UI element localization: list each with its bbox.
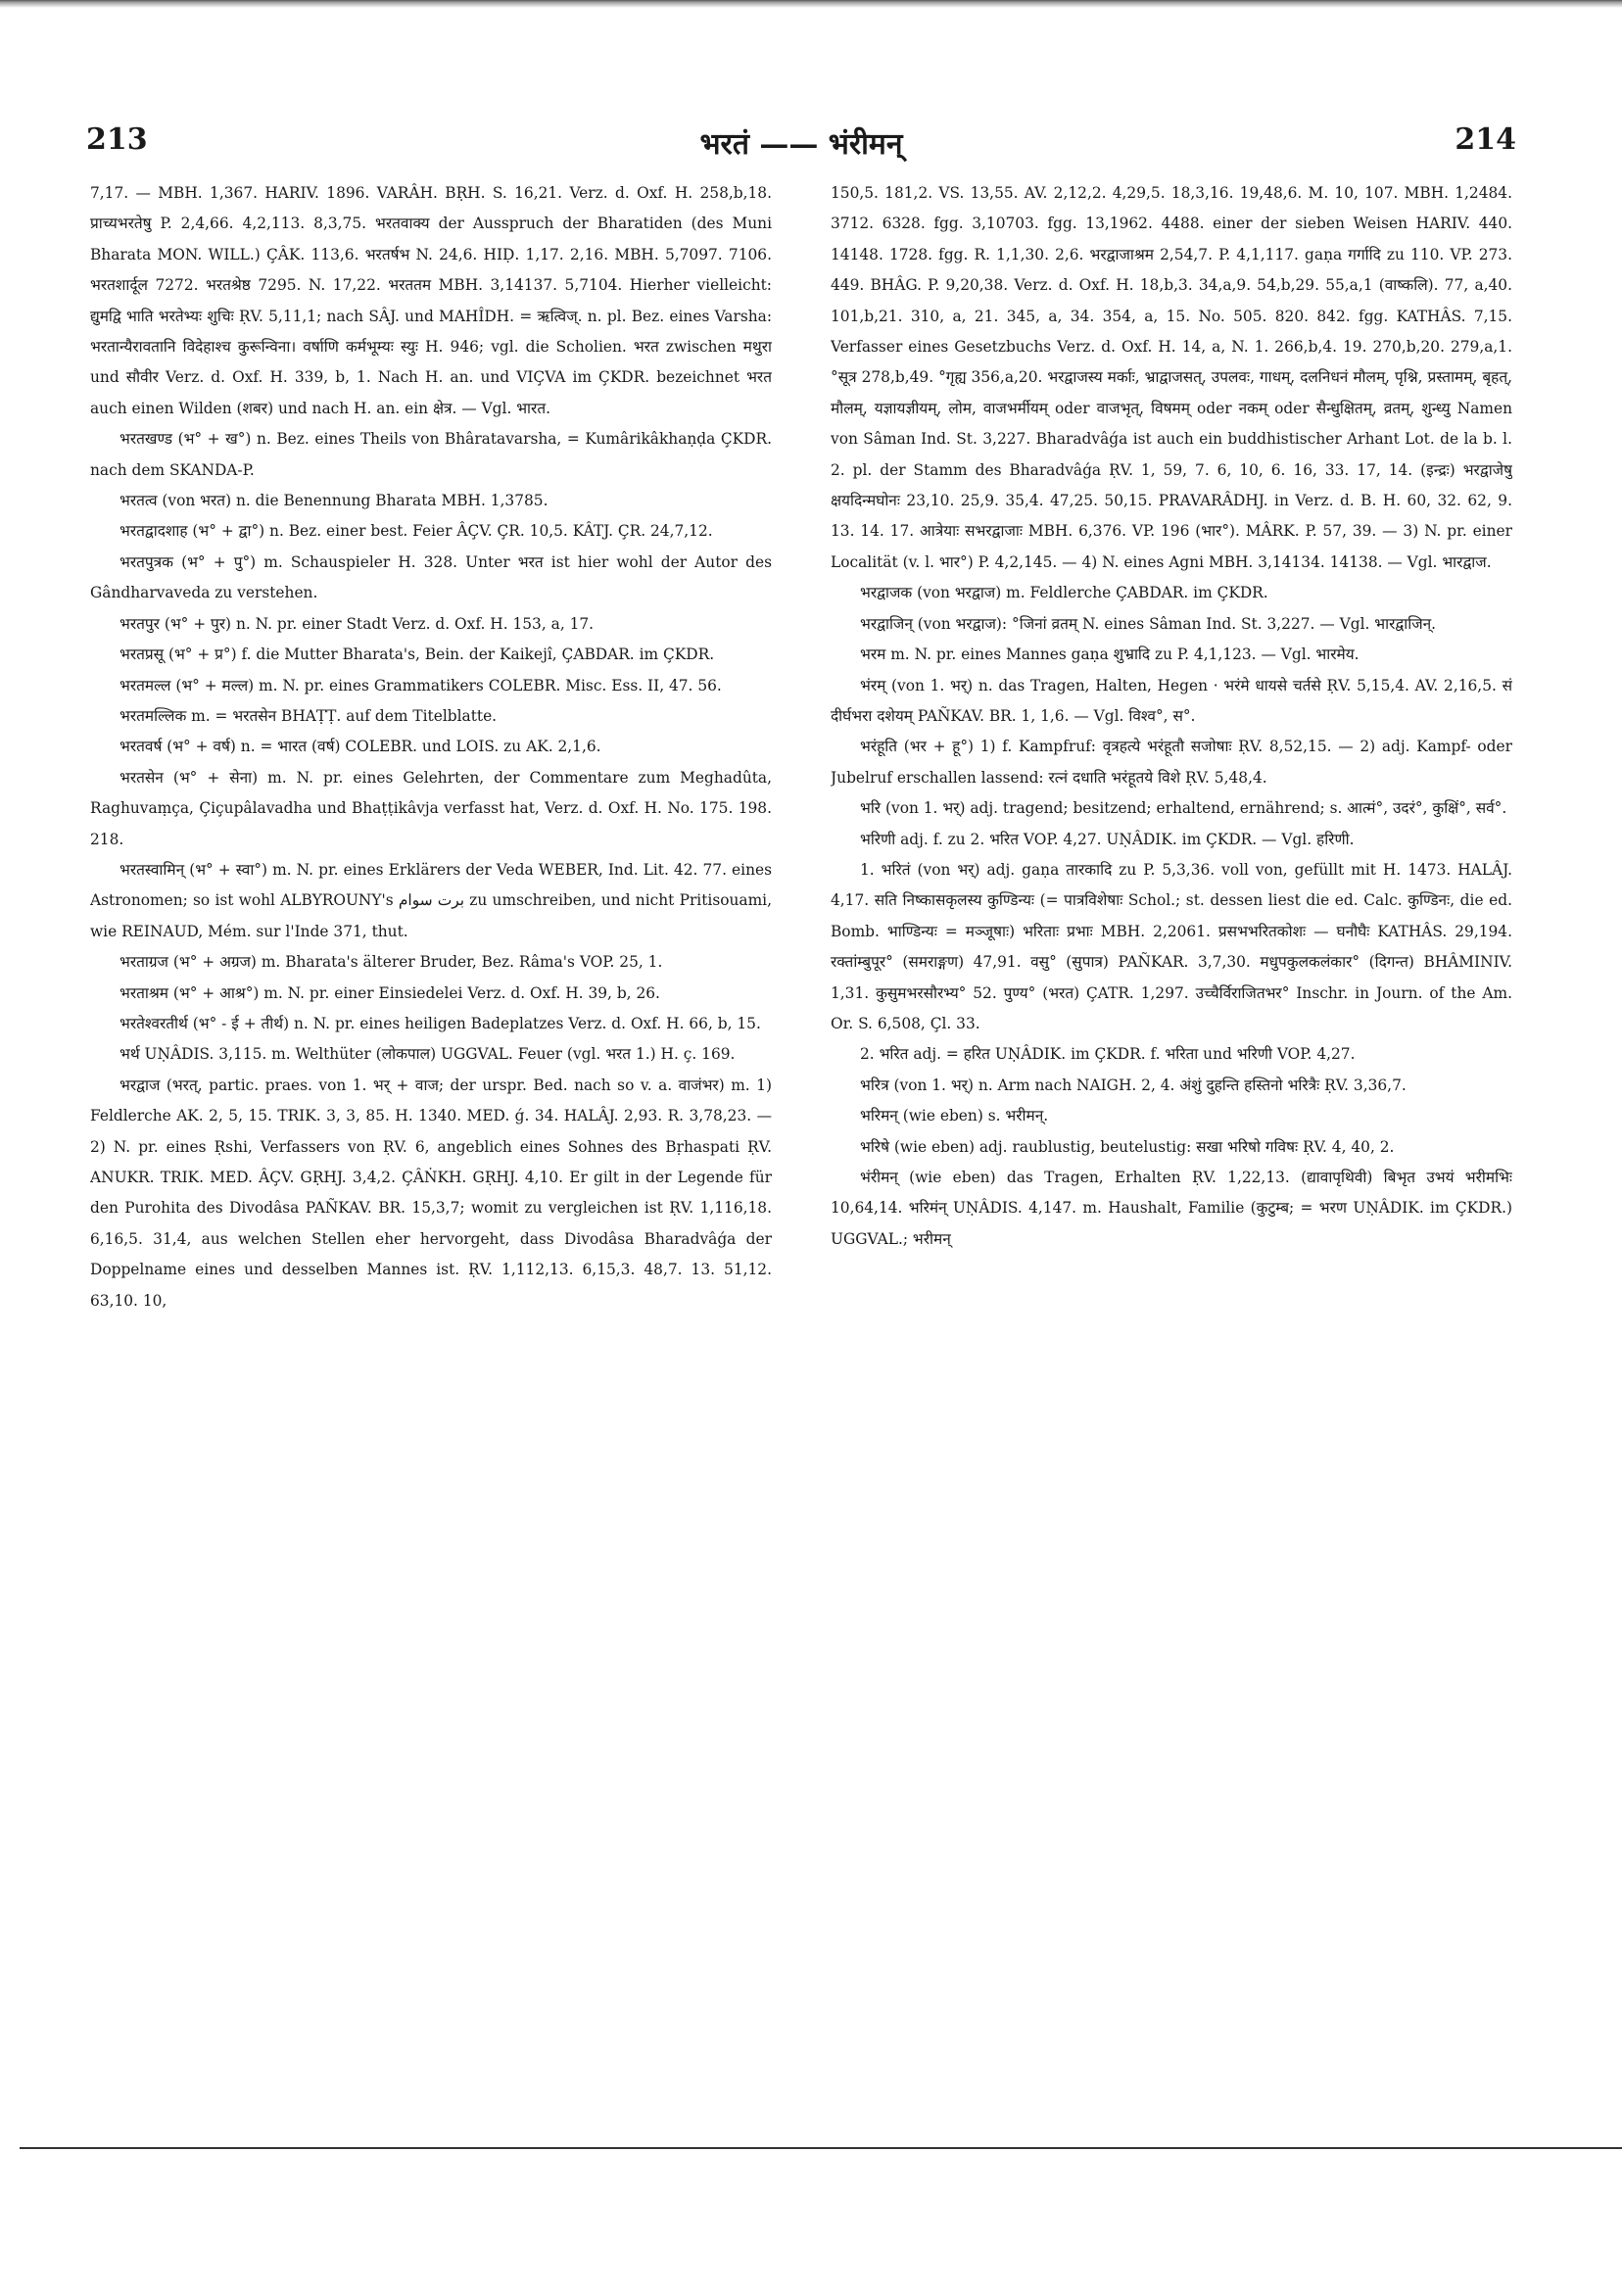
- running-head: भरतं —— भंरीमन्: [699, 127, 903, 162]
- scan-top-edge: [0, 0, 1622, 8]
- page-header: [86, 122, 1516, 162]
- dictionary-entry: भरताग्रज (भ° + अग्रज) m. Bharata's älterer Bruder, Bez. Râma's VOP. 25, 1.: [119, 953, 663, 972]
- dictionary-entry: भरतवर्ष (भ° + वर्ष) n. = भारत (वर्ष) COLEBR. und LOIS. zu AK. 2,1,6.: [119, 738, 601, 756]
- dictionary-entry: भरतेश्वरतीर्थ (भ° - ई + तीर्थ) n. N. pr. eines heiligen Badeplatzes Verz. d. Oxf. H. 66, b, 15.: [119, 1014, 761, 1032]
- dictionary-entry: 2. भरित adj. = हरित UṆÂDIK. im ÇKDR. f. भरिता und भरिणी VOP. 4,27.: [860, 1045, 1356, 1064]
- dictionary-entry: भरद्वाज (भरत्, partic. praes. von 1. भर् + वाज; der urspr. Bed. nach so v. a. वाजंभर) m. 1) Feldlerche AK. 2, 5, 15. TRIK. 3, 3, 85. H. 1340. MED. ǵ. 34. HALÂJ. 2,93. R. 3,78,23. — 2) N. pr. eines Ṛshi, Verfassers von ṚV. 6, angeblich eines Sohnes des Bṛhaspati ṚV. ANUKR. TRIK. MED. ÂÇV. GṚHJ. 3,4,2. ÇÂṄKH. GṚHJ. 4,10. Er gilt in der Legende für den Purohita des Divodâsa PAÑKAV. BR. 15,3,7; womit zu vergleichen ist ṚV. 1,116,18. 6,16,5. 31,4, aus welchen Stellen eher hervorgeht, dass Divodâsa Bharadvâǵa der Doppelname eines und desselben Mannes ist. ṚV. 1,112,13. 6,15,3. 48,7. 13. 51,12. 63,10. 10,: [90, 1076, 772, 1310]
- dictionary-entry: भरतपुत्रक (भ° + पु°) m. Schauspieler H. 328. Unter भरत ist hier wohl der Autor des Gândharvaveda zu verstehen.: [90, 552, 772, 602]
- dictionary-entry: भरिमन् (wie eben) s. भरीमन्.: [860, 1107, 1049, 1125]
- dictionary-entry: भरिषे (wie eben) adj. raublustig, beutelustig: सखा भरिषो गविषः ṚV. 4, 40, 2.: [860, 1137, 1395, 1156]
- left-column: [90, 178, 772, 2137]
- dictionary-entry: भरम m. N. pr. eines Mannes gaṇa शुभ्रादि zu P. 4,1,123. — Vgl. भारमेय.: [860, 646, 1360, 664]
- dictionary-entry: भरतमल्ल (भ° + मल्ल) m. N. pr. eines Grammatikers COLEBR. Misc. Ess. II, 47. 56.: [119, 676, 722, 694]
- dictionary-entry: भर्थ UṆÂDIS. 3,115. m. Welthüter (लोकपाल) UGGVAL. Feuer (vgl. भरत 1.) H. ç. 169.: [119, 1045, 736, 1064]
- dictionary-entry: 1. भरितं (von भर्) adj. gaṇa तारकादि zu P. 5,3,36. voll von, gefüllt mit H. 1473. HALÂJ. 4,17. सति निष्कासकृलस्य कुण्डिन्यः (= पात्रविशेषाः Schol.; st. dessen liest die ed. Calc. कुण्डिनः, die ed. Bomb. भाण्डिन्यः = मञ्जूषाः) भरिताः प्रभाः MBH. 2,2061. प्रसभभरितकोशः — घनौघैः KATHÂS. 29,194. रक्तांम्बुपूर° (समराङ्गण) 47,91. वसु° (सुपात्र) PAÑKAR. 3,7,30. मधुपकुलकलंकार° (दिगन्त) BHÂMINIV. 1,31. कुसुमभरसौरभ्य° 52. पुण्य° (भरत) ÇATR. 1,297. उच्चैर्विराजितभर° Inschr. in Journ. of the Am. Or. S. 6,508, Çl. 33.: [831, 860, 1512, 1032]
- dictionary-entry: भरद्वाजिन् (von भरद्वाज): °जिनां व्रतम् N. eines Sâman Ind. St. 3,227. — Vgl. भारद्वाजिन्.: [860, 614, 1437, 633]
- right-column: [831, 178, 1512, 2137]
- dictionary-entry: भरंहूति (भर + हू°) 1) f. Kampfruf: वृत्रहत्ये भरंहूतौ सजोषाः ṚV. 8,52,15. — 2) adj. Kampf- oder Jubelruf erschallen lassend: रत्नं दधाति भरंहूतये विशे ṚV. 5,48,4.: [831, 738, 1512, 787]
- dictionary-entry: भरतद्वादशाह (भ° + द्वा°) n. Bez. einer best. Feier ÂÇV. ÇR. 10,5. KÂTJ. ÇR. 24,7,12.: [119, 522, 713, 541]
- dictionary-entry: भरित्र (von 1. भर्) n. Arm nach NAIGH. 2, 4. अंशुं दुहन्ति हस्तिनो भरित्रैः ṚV. 3,36,7.: [860, 1076, 1407, 1094]
- dictionary-entry: भंरम् (von 1. भर्) n. das Tragen, Halten, Hegen · भरंमे धायसे चर्तसे ṚV. 5,15,4. AV. 2,16,5. सं दीर्घभरा दशेयम् PAÑKAV. BR. 1, 1,6. — Vgl. विश्व°, स°.: [831, 676, 1512, 725]
- dictionary-entry: भरतस्वामिन् (भ° + स्वा°) m. N. pr. eines Erklärers der Veda WEBER, Ind. Lit. 42. 77. eines Astronomen; so ist wohl ALBYROUNY's برت سوام zu umschreiben, und nicht Pritisouami, wie REINAUD, Mém. sur l'Inde 371, thut.: [90, 860, 772, 940]
- dictionary-entry: 7,17. — MBH. 1,367. HARIV. 1896. VARÂH. BṚH. S. 16,21. Verz. d. Oxf. H. 258,b,18. प्राच्यभरतेषु P. 2,4,66. 4,2,113. 8,3,75. भरतवाक्य der Ausspruch der Bharatiden (des Muni Bharata MON. WILL.) ÇÂK. 113,6. भरतर्षभ N. 24,6. HIḌ. 1,17. 2,16. MBH. 5,7097. 7106. भरतशार्दूल 7272. भरतश्रेष्ठ 7295. N. 17,22. भरततम MBH. 3,14137. 5,7104. Hierher vielleicht: द्युमद्वि भाति भरतेभ्यः शुचिः ṚV. 5,11,1; nach SÂJ. und MAHÎDH. = ऋत्विज्. n. pl. Bez. eines Varsha: भरतान्यैरावतानि विदेहाश्च कुरून्विना। वर्षाणि कर्मभूम्यः स्युः H. 946; vgl. die Scholien. भरत zwischen मथुरा und सौवीर Verz. d. Oxf. H. 339, b, 1. Nach H. an. und VIÇVA im ÇKDR. bezeichnet भरत auch einen Wilden (शबर) und nach H. an. ein क्षेत्र. — Vgl. भारत.: [90, 184, 772, 417]
- page-number-left: 213: [86, 122, 148, 157]
- dictionary-entry: भरतखण्ड (भ° + ख°) n. Bez. eines Theils von Bhâratavarsha, = Kumârikâkhaṇḍa ÇKDR. nach dem SKANDA-P.: [90, 430, 772, 479]
- dictionary-entry: भरतप्रसू (भ° + प्र°) f. die Mutter Bharata's, Bein. der Kaikejî, ÇABDAR. im ÇKDR.: [119, 646, 715, 664]
- dictionary-entry: भरिणी adj. f. zu 2. भरित VOP. 4,27. UṆÂDIK. im ÇKDR. — Vgl. हरिणी.: [860, 830, 1355, 848]
- dictionary-entry: 150,5. 181,2. VS. 13,55. AV. 2,12,2. 4,29,5. 18,3,16. 19,48,6. M. 10, 107. MBH. 1,2484. 3712. 6328. fgg. 3,10703. fgg. 13,1962. 4488. einer der sieben Weisen HARIV. 440. 14148. 1728. fgg. R. 1,1,30. 2,6. भरद्वाजाश्रम 2,54,7. P. 4,1,117. gaṇa गर्गादि zu 110. VP. 273. 449. BHÂG. P. 9,20,38. Verz. d. Oxf. H. 18,b,3. 34,a,9. 54,b,29. 55,a,1 (वाष्कलि). 77, a,40. 101,b,21. 310, a, 21. 345, a, 34. 354, a, 15. No. 505. 820. 842. fgg. KATHÂS. 7,15. Verfasser eines Gesetzbuchs Verz. d. Oxf. H. 14, a, N. 1. 266,b,4. 19. 270,b,20. 279,a,1. °सूत्र 278,b,49. °गृह्य 356,a,20. भरद्वाजस्य मर्काः, भ्राद्वाजसत्, उपलवः, गाधम्, दलनिधनं मौलम्, पृश्नि, प्रस्तामम्, बृहत्, मौलम्, यज्ञायज्ञीयम्, लोम, वाजभर्मीयम् oder वाजभृत्, विषमम् oder नकम् oder सैन्धुक्षितम्, व्रतम्, शुन्ध्यु Namen von Sâman Ind. St. 3,227. Bharadvâǵa ist auch ein buddhistischer Arhant Lot. de la b. l. 2. pl. der Stamm des Bharadvâǵa ṚV. 1, 59, 7. 6, 10, 6. 16, 33. 17, 14. (इन्द्रः) भरद्वाजेषु क्षयदिन्मघोनः 23,10. 25,9. 35,4. 47,25. 50,15. PRAVARÂDHJ. in Verz. d. B. H. 60, 32. 62, 9. 13. 14. 17. आत्रेयाः सभरद्वाजाः MBH. 6,376. VP. 196 (भार°). MÂRK. P. 57, 39. — 3) N. pr. einer Localität (v. l. भार°) P. 4,2,145. — 4) N. eines Agni MBH. 3,14134. 14138. — Vgl. भारद्वाज.: [831, 184, 1512, 571]
- page-number-right: 214: [1455, 122, 1516, 157]
- bottom-rule: [20, 2147, 1622, 2149]
- dictionary-entry: भरताश्रम (भ° + आश्र°) m. N. pr. einer Einsiedelei Verz. d. Oxf. H. 39, b, 26.: [119, 983, 660, 1002]
- dictionary-entry: भरतत्व (von भरत) n. die Benennung Bharata MBH. 1,3785.: [119, 492, 549, 510]
- dictionary-entry: भरतपुर (भ° + पुर) n. N. pr. einer Stadt Verz. d. Oxf. H. 153, a, 17.: [119, 614, 595, 633]
- dictionary-entry: भंरीमन् (wie eben) das Tragen, Erhalten ṚV. 1,22,13. (द्यावापृथिवी) बिभृत उभयं भरीमभिः 10,64,14. भरिमंन् UṆÂDIS. 4,147. m. Haushalt, Familie (कुटुम्ब; = भरण UṆÂDIK. im ÇKDR.) UGGVAL.; भरीमन्: [831, 1169, 1512, 1248]
- dictionary-entry: भरतसेन (भ° + सेना) m. N. pr. eines Gelehrten, der Commentare zum Meghadûta, Raghuvaṃça, Çiçupâlavadha und Bhaṭṭikâvja verfasst hat, Verz. d. Oxf. H. No. 175. 198. 218.: [90, 768, 772, 848]
- dictionary-entry: भरतमल्लिक m. = भरतसेन BHAṬṬ. auf dem Titelblatte.: [119, 706, 498, 725]
- dictionary-entry: भरद्वाजक (von भरद्वाज) m. Feldlerche ÇABDAR. im ÇKDR.: [860, 584, 1268, 602]
- dictionary-entry: भरि (von 1. भर्) adj. tragend; besitzend; erhaltend, ernährend; s. आत्मं°, उदरं°, कुक्षिं°, सर्व°.: [860, 799, 1507, 818]
